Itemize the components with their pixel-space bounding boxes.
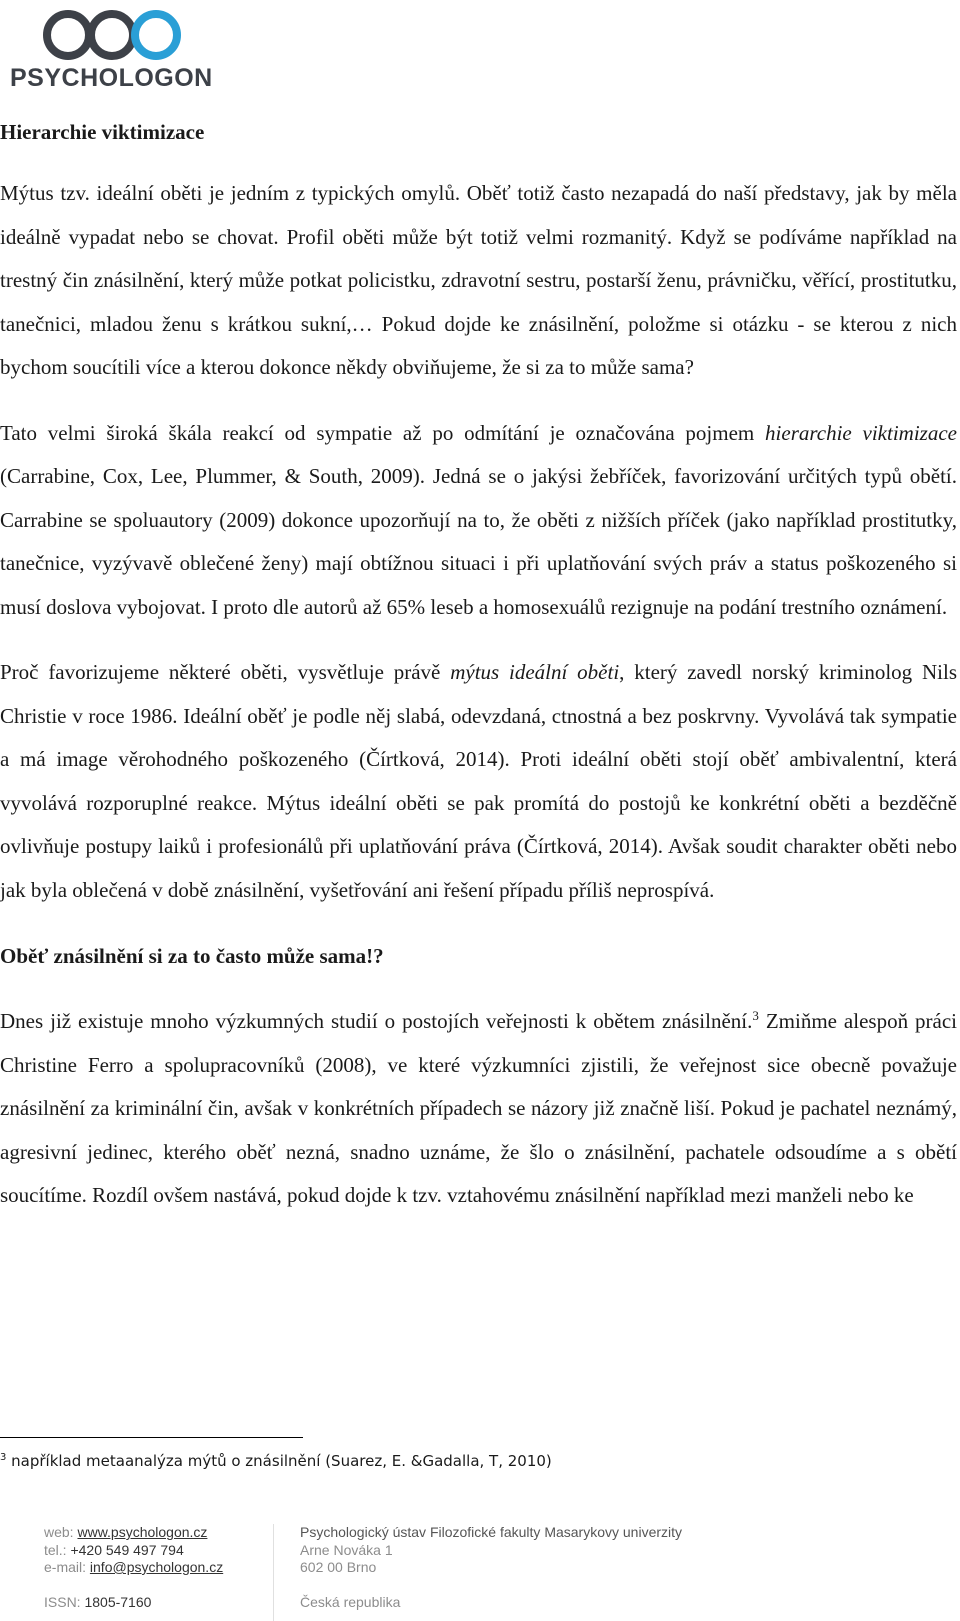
paragraph-3-text-b: , který zavedl norský kriminolog Nils Christie v roce 1986. Ideální oběť je podle něj slabá, odevzdaná, ctnostná a bez poskrvny. Vyvolává tak sympatie a má image věrohodného poškozeného (Čírtková, 2014). Proti ideální oběti stojí oběť ambivalentní, která vyvolává rozporuplné reakce. Mýtus ideální oběti se pak promítá do postojů ke konkrétní oběti a bezděčně ovlivňuje postupy laiků i profesionálů při uplatňování práva (Čírtková, 2014). Avšak soudit charakter oběti nebo jak byla oblečená v době znásilnění, vyšetřování ani řešení případu příliš neprospívá.	[0, 660, 957, 902]
institution-name: Psychologický ústav Filozofické fakulty Masarykovy univerzity	[300, 1524, 683, 1540]
footer-divider	[273, 1524, 274, 1621]
footer-contact	[44, 1524, 223, 1611]
email-label: e-mail:	[44, 1559, 90, 1575]
web-label: web:	[44, 1524, 78, 1540]
paragraph-1: Mýtus tzv. ideální oběti je jedním z typických omylů. Oběť totiž často nezapadá do naší představy, jak by měla ideálně vypadat nebo se chovat. Profil oběti může být totiž velmi rozmanitý. Když se podíváme například na trestný čin znásilnění, který může potkat policistku, zdravotní sestru, postarší ženu, právničku, věřící, prostitutku, tanečnici, mladou ženu s krátkou sukní,… Pokud dojde ke znásilnění, položme si otázku - se kterou z nich bychom soucítili více a kterou dokonce někdy obviňujeme, že si za to může sama?	[0, 181, 957, 379]
issn-label: ISSN:	[44, 1593, 85, 1610]
paragraph-2-text-b: (Carrabine, Cox, Lee, Plummer, & South, 2009). Jedná se o jakýsi žebříček, favorizování určitých typů obětí. Carrabine se spoluautory (2009) dokonce upozorňují na to, že oběti z nižších příček (jako například prostitutky, tanečnice, vyzývavě oblečené ženy) mají obtížnou situaci i při uplatňování svých práv a status poškozeného si musí doslova vybojovat. I proto dle autorů až 65% leseb a homosexuálů rezignuje na podání trestního oznámení.	[0, 464, 957, 619]
article-body	[0, 110, 957, 1218]
tel-value: +420 549 497 794	[70, 1541, 184, 1558]
address-street: Arne Nováka 1	[300, 1541, 393, 1558]
term-mytus-idealni-obeti: mýtus ideální oběti	[450, 660, 620, 684]
logo-wordmark: PSYCHOLOGON	[10, 64, 213, 92]
logo-circles-icon	[42, 8, 182, 64]
footer-address	[300, 1524, 682, 1611]
psychologon-logo	[8, 6, 218, 90]
paragraph-4	[0, 1000, 957, 1218]
email-link[interactable]: info@psychologon.cz	[89, 1559, 224, 1575]
term-hierarchie-viktimizace: hierarchie viktimizace	[765, 420, 957, 445]
web-link[interactable]: www.psychologon.cz	[77, 1524, 208, 1540]
paragraph-4-text-b: Zmiňme alespoň práci Christine Ferro a spolupracovníků (2008), ve které výzkumníci zjistili, že veřejnost sice obecně považuje znásilnění za kriminální čin, avšak v konkrétních případech se názory již značně liší. Pokud je pachatel neznámý, agresivní jedinec, kterého oběť nezná, snadno uznáme, že šlo o znásilnění, pachatele odsoudíme a s obětí soucítíme. Rozdíl ovšem nastává, pokud dojde k tzv. vztahovému znásilnění například mezi manželi nebo ke	[0, 1009, 957, 1207]
footnote-number: 3	[0, 1452, 7, 1463]
issn-value: 1805-7160	[84, 1593, 152, 1610]
article-title: Hierarchie viktimizace	[0, 120, 205, 144]
paragraph-3-text-a: Proč favorizujeme některé oběti, vysvětluje právě	[0, 660, 451, 684]
footnote-reference[interactable]: 3	[752, 1008, 759, 1023]
paragraph-3	[0, 651, 957, 912]
paragraph-2-text-a: Tato velmi široká škála reakcí od sympatie až po odmítání je označována pojmem	[0, 420, 766, 445]
address-country: Česká republika	[300, 1593, 401, 1610]
footnote	[0, 1452, 552, 1470]
tel-label: tel.:	[44, 1541, 71, 1558]
section-heading: Oběť znásilnění si za to často může sama!?	[0, 944, 384, 968]
paragraph-2	[0, 412, 957, 630]
address-city: 602 00 Brno	[300, 1559, 377, 1575]
footnote-divider	[0, 1437, 303, 1438]
footnote-text: například metaanalýza mýtů o znásilnění (Suarez, E. &Gadalla, T, 2010)	[6, 1452, 552, 1470]
paragraph-4-text-a: Dnes již existuje mnoho výzkumných studií o postojích veřejnosti k obětem znásilnění.	[0, 1009, 753, 1033]
